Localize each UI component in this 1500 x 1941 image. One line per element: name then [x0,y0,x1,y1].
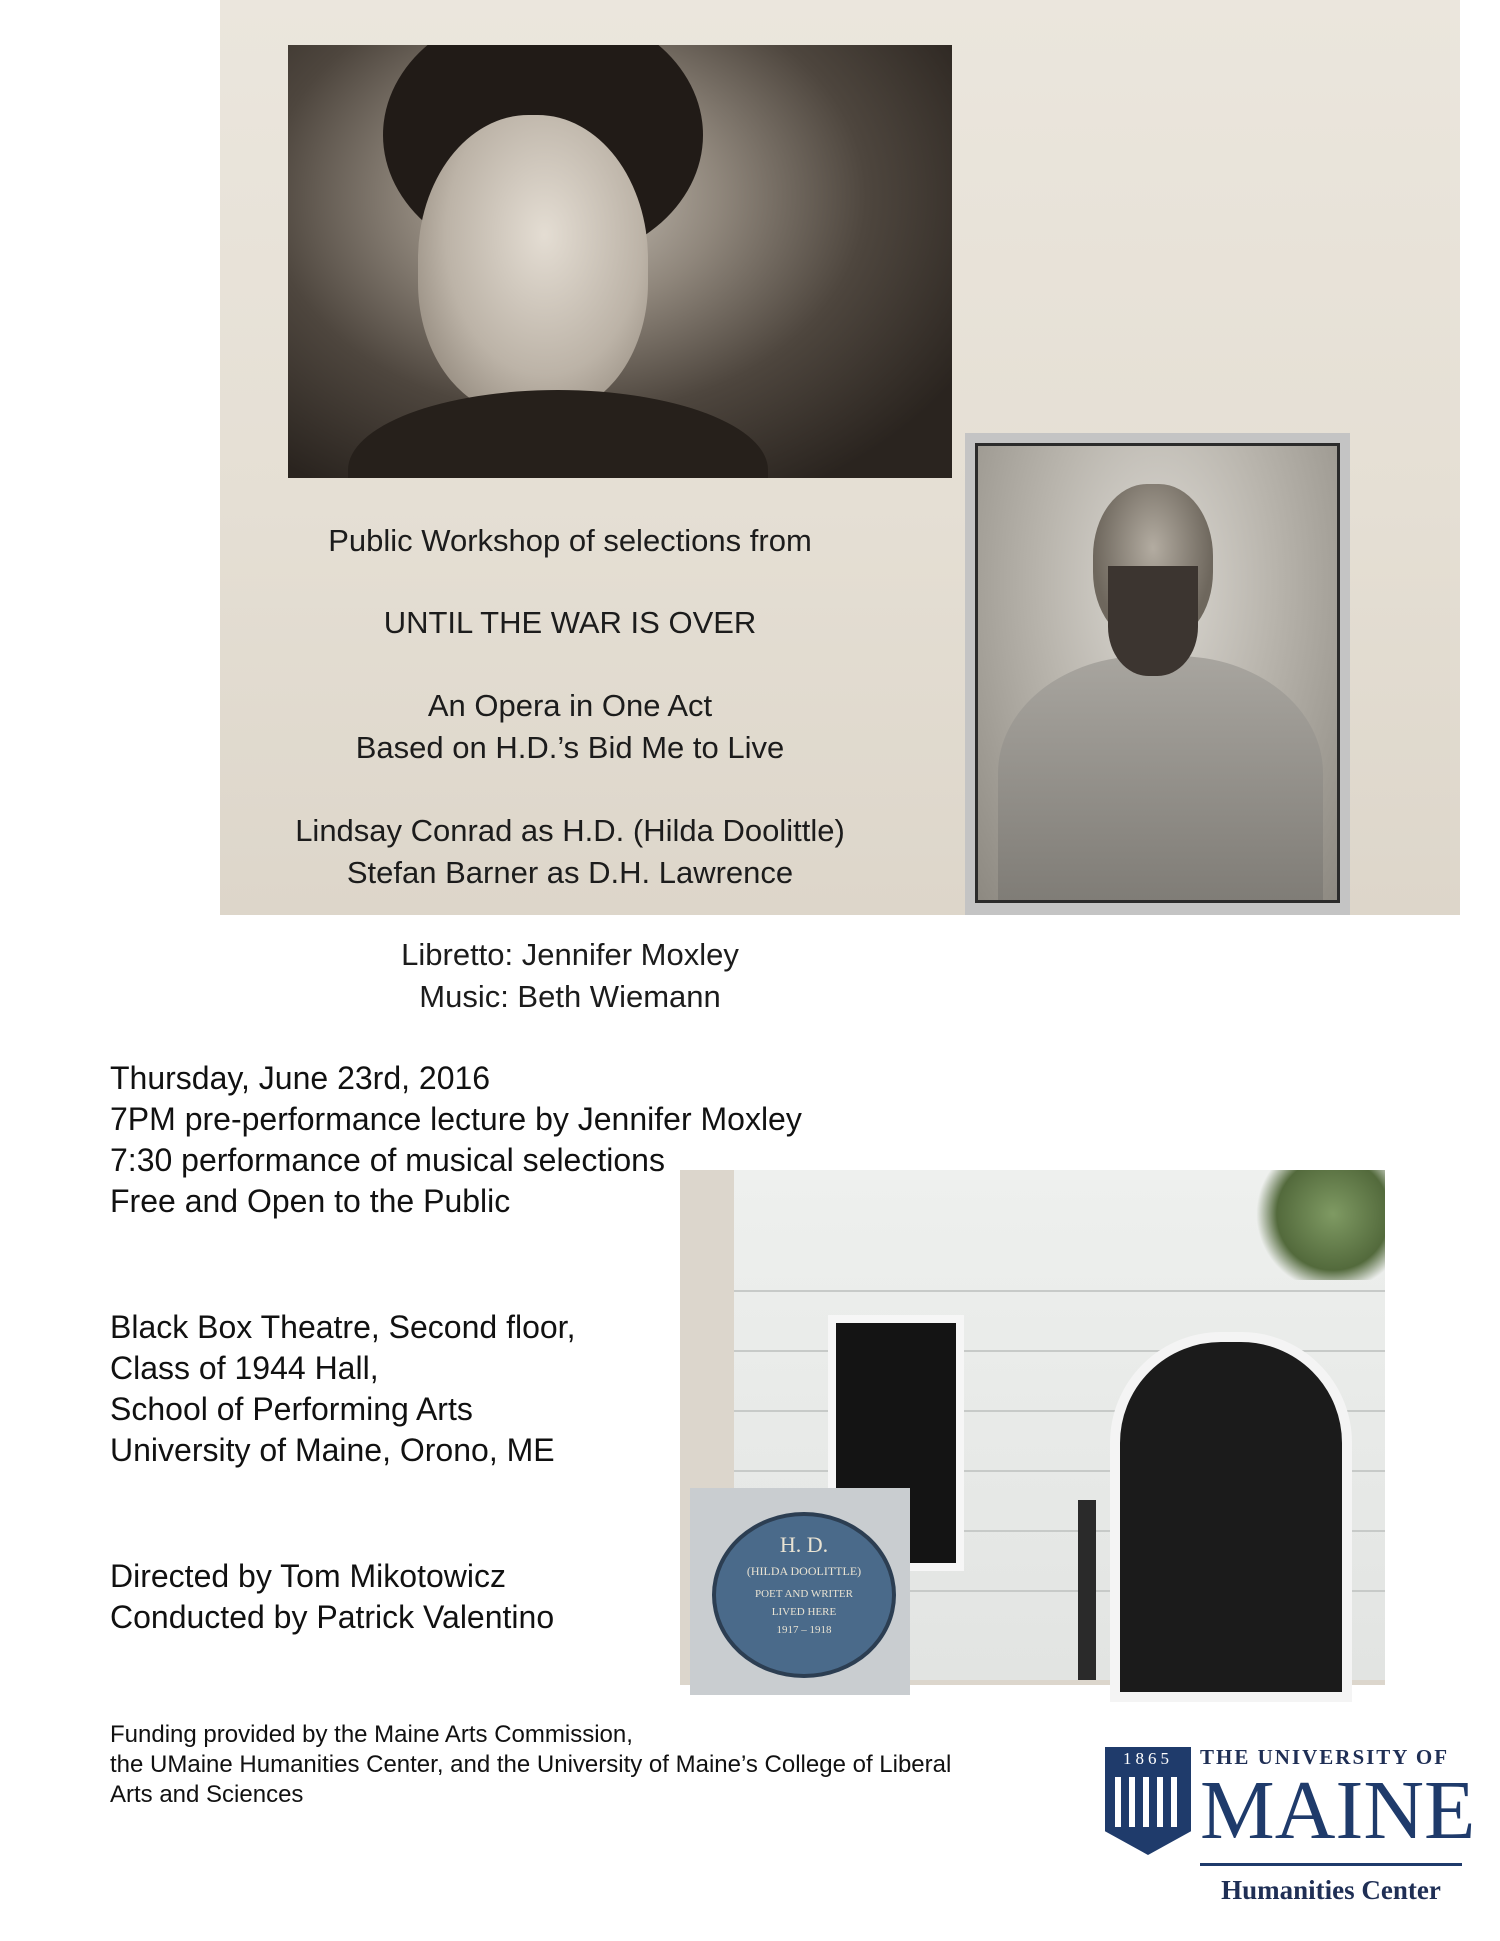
plaque-full-name: (HILDA DOOLITTLE) [746,1564,862,1578]
venue-line: School of Performing Arts [110,1391,473,1427]
house-railing [1078,1500,1096,1680]
portrait-man-beard [1108,566,1198,676]
credit-line: Libretto: Jennifer Moxley [401,937,739,972]
portrait-man-frame [975,443,1340,903]
opera-title: UNTIL THE WAR IS OVER [383,605,757,640]
logo-maine: MAINE [1200,1764,1476,1857]
plaque-line: LIVED HERE [771,1606,837,1618]
portrait-collar [348,390,768,478]
portrait-face [418,115,648,415]
portrait-photo-man [965,433,1350,915]
logo-university: THE UNIVERSITY OF [1200,1745,1450,1769]
event-line: 7:30 performance of musical selections [110,1142,665,1178]
plaque-years: 1917 – 1918 [776,1624,832,1636]
cast-line: Stefan Barner as D.H. Lawrence [346,855,794,890]
blue-plaque-photo [690,1488,910,1695]
opera-subtitle: An Opera in One Act [427,688,713,723]
credit-line: Music: Beth Wiemann [419,979,721,1014]
portrait-photo-woman [288,45,952,478]
umaine-humanities-logo [1105,1735,1476,1930]
portrait-man-coat [998,656,1323,903]
funding-line: the UMaine Humanities Center, and the University of Maine’s College of Liberal [110,1751,952,1778]
funding-line: Arts and Sciences [110,1781,304,1808]
cast-line: Lindsay Conrad as H.D. (Hilda Doolittle) [295,813,845,848]
funding-credits [110,1720,1070,1810]
plaque-line: POET AND WRITER [755,1588,853,1600]
blue-plaque [712,1512,896,1678]
plaque-name: H. D. [779,1532,829,1557]
opera-basis: Based on H.D.’s Bid Me to Live [355,730,785,765]
house-tree [1255,1170,1385,1280]
venue-line: University of Maine, Orono, ME [110,1432,555,1468]
logo-year: 1865 [1123,1749,1173,1768]
event-line: Thursday, June 23rd, 2016 [110,1060,491,1096]
logo-humanities-center: Humanities Center [1221,1875,1441,1905]
house-door [1110,1332,1352,1702]
director-line: Directed by Tom Mikotowicz [110,1558,506,1594]
funding-line: Funding provided by the Maine Arts Commission, [110,1721,633,1748]
event-line: Free and Open to the Public [110,1183,511,1219]
intro-line: Public Workshop of selections from [328,523,812,558]
event-line: 7PM pre-performance lecture by Jennifer Moxley [110,1101,802,1137]
conductor-line: Conducted by Patrick Valentino [110,1599,555,1635]
venue-line: Class of 1944 Hall, [110,1350,379,1386]
venue-line: Black Box Theatre, Second floor, [110,1309,576,1345]
